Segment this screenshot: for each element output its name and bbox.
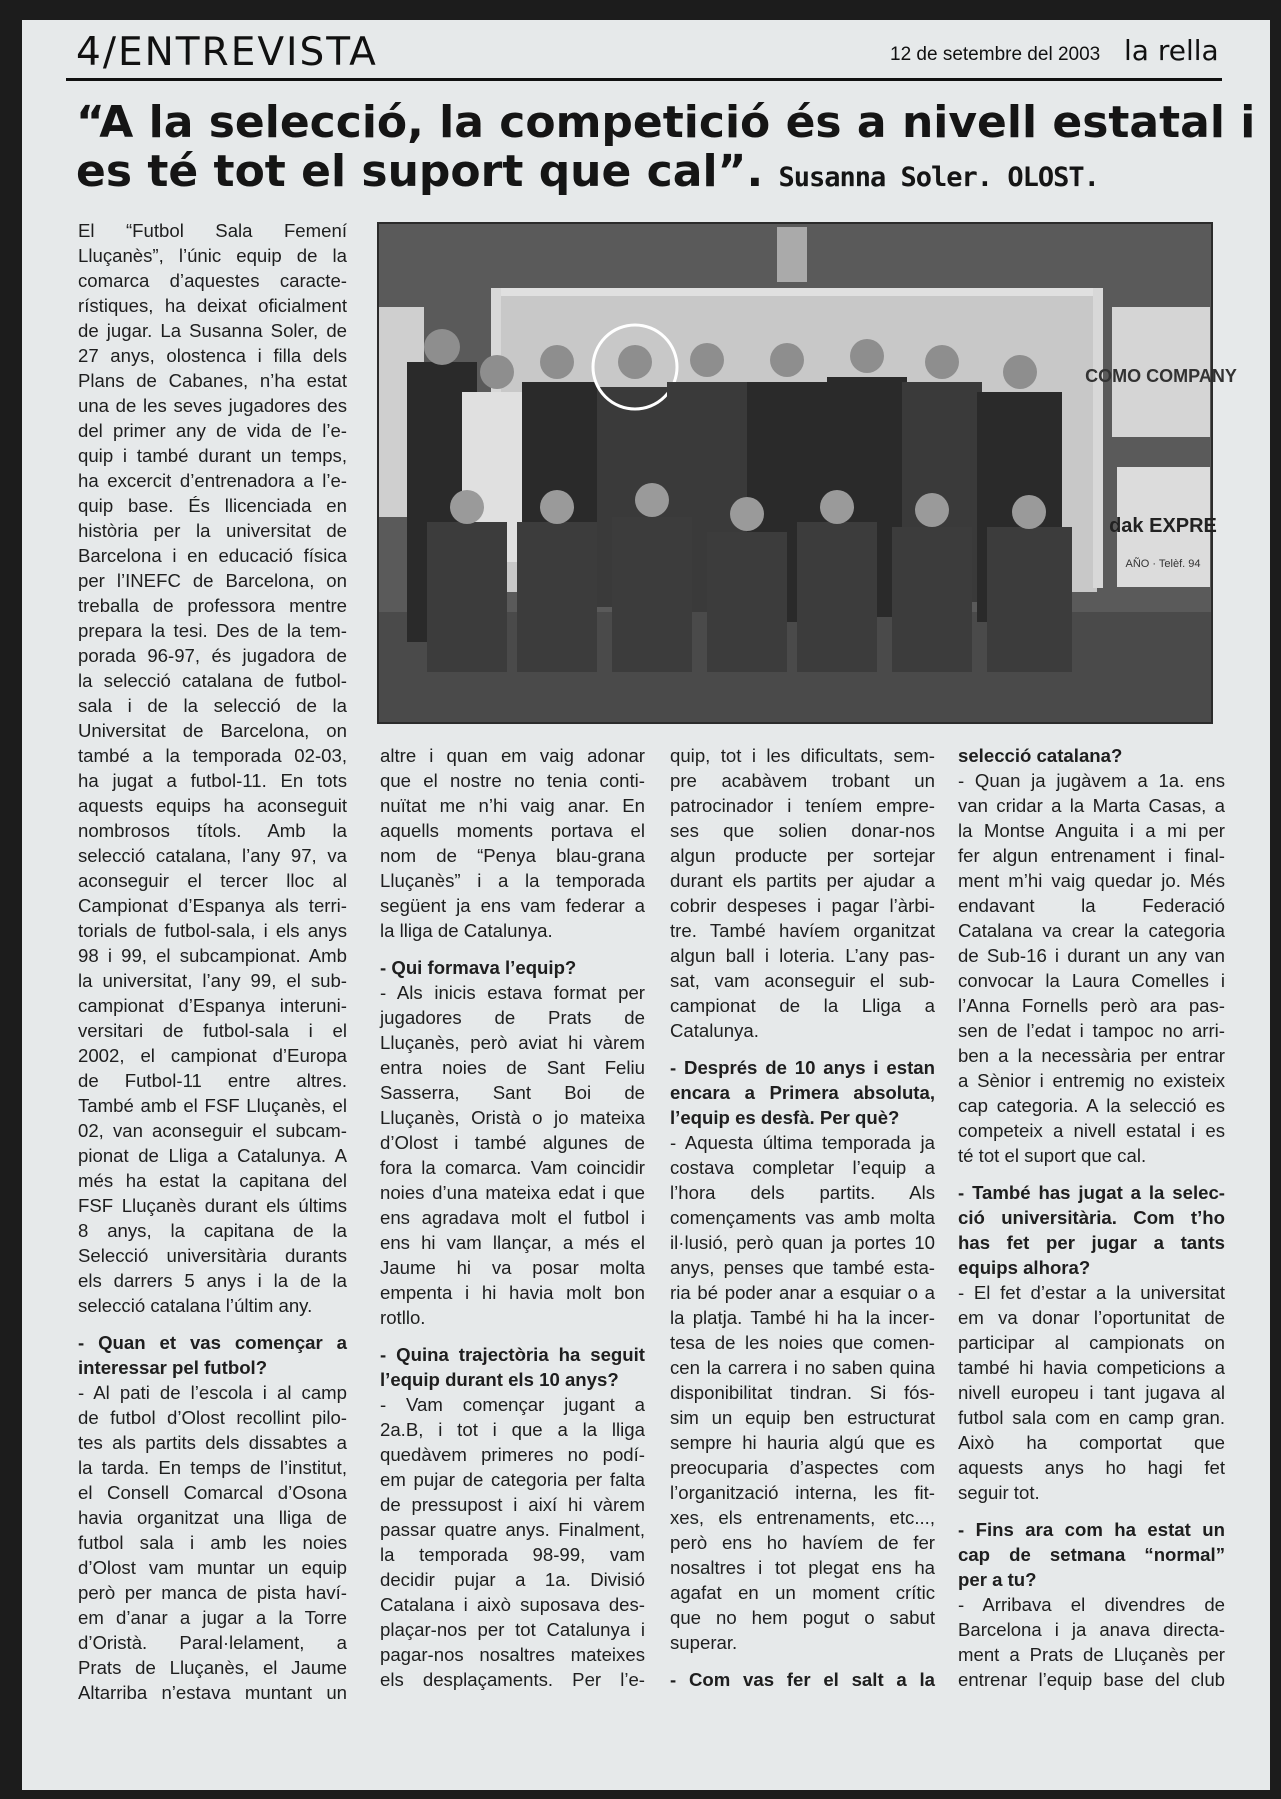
text-line: selecció catalana, l’any 97, va [78, 845, 347, 866]
headline-quote-end: es té tot el suport que cal”. [76, 146, 764, 197]
text-line: ment a Prats de Lluçanès per [958, 1644, 1225, 1665]
text-line: l’Anna Fornells però ara pas- [958, 995, 1225, 1016]
question-line: - Qui formava l’equip? [380, 957, 577, 978]
question-line: l’equip es desfà. Per què? [670, 1107, 900, 1128]
text-line: El “Futbol Sala Femení [78, 220, 347, 241]
kneeling-person-1 [427, 522, 507, 672]
text-line: sen de l’edat i tampoc no arri- [958, 1020, 1225, 1041]
text-line: decidir pujar a 1a. Divisió [380, 1569, 645, 1590]
text-line: em pujar de categoria per falta [380, 1469, 645, 1490]
sponsor-banner-text: COMO COMPANY [1085, 366, 1237, 386]
text-line: següent ja ens vam federar a [380, 895, 645, 916]
text-line: de pressupost i així hi vàrem [380, 1494, 645, 1515]
text-line: rotllo. [380, 1307, 426, 1328]
text-line: També amb el FSF Lluçanès, el [78, 1095, 347, 1116]
text-line: cap categoria. A la selecció es [958, 1095, 1225, 1116]
text-line: té tot el suport que cal. [958, 1145, 1147, 1166]
question-line: - Després de 10 anys i estan [670, 1057, 935, 1078]
text-line: algun producte per sortejar [670, 845, 935, 866]
text-line: tesa de les noies que comen- [670, 1332, 935, 1353]
text-line: Lluçanès, Oristà o jo mateixa [380, 1107, 645, 1128]
text-line: Catalunya. [670, 1020, 759, 1041]
text-line: superar. [670, 1632, 738, 1653]
text-line: ria bé poder anar a esquiar o a [670, 1282, 935, 1303]
text-line: il·lusió, però quan ja portes 10 [670, 1232, 935, 1253]
text-line: jugadores de Prats de [380, 1007, 645, 1028]
text-line: del primer any de vida de l’e- [78, 420, 347, 441]
question-line: l’equip durant els 10 anys? [380, 1369, 619, 1390]
question-line: per a tu? [958, 1569, 1037, 1590]
text-line: sim un equip ben estructurat [670, 1407, 935, 1428]
text-line: 02, van aconseguir el subcam- [78, 1120, 347, 1141]
text-line: fora la comarca. Vam coincidir [380, 1157, 645, 1178]
text-line: pionat de Lliga a Catalunya. A [78, 1145, 347, 1166]
text-line: nosaltres i tot plegat ens ha [670, 1557, 935, 1578]
text-line: Catalana va crear la categoria [958, 920, 1225, 941]
text-line: endavant la Federació [958, 895, 1225, 916]
text-line: que el nostre no tenia conti- [380, 770, 645, 791]
paragraph-gap [380, 943, 645, 955]
text-line: Això ha comportat que [958, 1432, 1225, 1453]
text-line: també a la temporada 02-03, [78, 745, 347, 766]
text-line: tes als partits dels dissabtes a [78, 1432, 347, 1453]
text-line: l’hora dels partits. Als [670, 1182, 935, 1203]
text-line: cobrir despeses i pagar l’àrbi- [670, 895, 935, 916]
standing-head-5 [690, 343, 724, 377]
text-line: la temporada 98-99, vam [380, 1544, 645, 1565]
question-line: has fet per jugar a tants [958, 1232, 1225, 1253]
kneeling-person-6 [892, 527, 972, 672]
text-line: empenta i hi havia molt bon [380, 1282, 645, 1303]
text-line: l’organització interna, les fit- [670, 1482, 935, 1503]
text-line: Barcelona i ja anava directa- [958, 1619, 1225, 1640]
text-line: participar al campionats on [958, 1332, 1225, 1353]
text-line: futbol sala i amb les noies [78, 1532, 347, 1553]
text-line: quip base. És llicenciada en [78, 495, 347, 516]
text-line: la Montse Anguita i a mi per [958, 820, 1225, 841]
text-line: cen la carrera i no saben quina [670, 1357, 935, 1378]
text-line: futbol sala com en camp gran. [958, 1407, 1225, 1428]
text-line: Altarriba n’estava muntant un [78, 1682, 347, 1703]
text-line: durant els partits per ajudar a [670, 870, 935, 891]
standing-head-9 [1003, 355, 1037, 389]
text-line: Barcelona i en educació física [78, 545, 347, 566]
text-line: Catalana i això suposava des- [380, 1594, 645, 1615]
question-line: - Quina trajectòria ha seguit [380, 1344, 645, 1365]
question-line: - També has jugat a la selec- [958, 1182, 1225, 1203]
headline-line-2 [76, 146, 1099, 197]
text-line: - Al pati de l’escola i al camp [78, 1382, 347, 1403]
text-line: 2a.B, i tot i que a la lliga [380, 1419, 645, 1440]
text-line: ens hi vam llançar, a més el [380, 1232, 645, 1253]
question-line: - Com vas fer el salt a la [670, 1669, 935, 1690]
paragraph-gap [670, 1655, 935, 1667]
text-line: ment m’hi vaig quedar jo. Més [958, 870, 1225, 891]
text-line: anys, penses que també esta- [670, 1257, 935, 1278]
text-line: a Sènior i entremig no existeix [958, 1070, 1225, 1091]
text-line: algun ball i loteria. L’any pas- [670, 945, 935, 966]
text-line: seguir tot. [958, 1482, 1040, 1503]
standing-head-8 [925, 345, 959, 379]
text-line: entrenar l’equip base del club [958, 1669, 1225, 1690]
article-column-1 [78, 218, 347, 1705]
text-line: - Aquesta última temporada ja [670, 1132, 935, 1153]
kneeling-head-4 [730, 497, 764, 531]
text-line: pre acabàvem trobant un [670, 770, 935, 791]
text-line: ha excercit d’entrenadora a l’e- [78, 470, 347, 491]
headline-line-1: “A la selecció, la competició és a nivell estatal i [76, 97, 1256, 148]
question-line: equips alhora? [958, 1257, 1091, 1278]
text-line: prepara la tesi. Des de la tem- [78, 620, 347, 641]
text-line: Lluçanès” i a la temporada [380, 870, 645, 891]
text-line: FSF Lluçanès durant els últims [78, 1195, 347, 1216]
text-line: Lluçanès”, l’únic equip de la [78, 245, 347, 266]
text-line: disponibilitat tindran. Si fós- [670, 1382, 935, 1403]
text-line: els desplaçaments. Per l’e- [380, 1669, 645, 1690]
text-line: competeix a nivell estatal i es [958, 1120, 1225, 1141]
text-line: havia organitzat una lliga de [78, 1507, 347, 1528]
standing-head-4 [618, 345, 652, 379]
text-line: ens agradava molt el futbol i [380, 1207, 645, 1228]
text-line: la platja. També hi ha la incer- [670, 1307, 935, 1328]
text-line: ha jugat a futbol-11. En tots [78, 770, 347, 791]
text-line: començaments vas amb molta [670, 1207, 935, 1228]
paragraph-gap [670, 1043, 935, 1055]
text-line: més ha estat la capitana del [78, 1170, 347, 1191]
text-line: aconseguir el tercer lloc al [78, 870, 347, 891]
text-line: Jaume hi va posar molta [380, 1257, 645, 1278]
text-line: també hi havia competicions a [958, 1357, 1225, 1378]
text-line: em d’anar a jugar a la Torre [78, 1607, 347, 1628]
header-rule [66, 78, 1222, 81]
goal-frame [497, 288, 1097, 296]
text-line: costava completar l’equip a [670, 1157, 935, 1178]
goal-post-right [1093, 288, 1103, 588]
section-title: 4/ENTREVISTA [76, 30, 378, 75]
text-line: els darrers 5 anys i la de la [78, 1270, 347, 1291]
standing-head-1 [424, 329, 460, 365]
text-line: la selecció catalana de futbol- [78, 670, 347, 691]
text-line: quedàvem primeres no podí- [380, 1444, 645, 1465]
article-column-2 [380, 743, 645, 1692]
camera-rig [777, 227, 807, 282]
text-line: campionat d’Espanya interuni- [78, 995, 347, 1016]
text-line: d’Oristà. Paral·lelament, a [78, 1632, 347, 1653]
text-line: porada 96-97, és jugadora de [78, 645, 347, 666]
text-line: plaçar-nos per tot Catalunya i [380, 1619, 645, 1640]
kneeling-person-4 [707, 532, 787, 672]
text-line: però per manca de pista haví- [78, 1582, 347, 1603]
text-line: treballa de professora mentre [78, 595, 347, 616]
text-line: agafat en un moment crític [670, 1582, 935, 1603]
text-line: quip, tot i les dificultats, sem- [670, 745, 935, 766]
paragraph-gap [78, 1318, 347, 1330]
text-line: - Vam començar jugant a [380, 1394, 645, 1415]
newspaper-name: la rella [1124, 34, 1219, 67]
text-line: aquests anys ho hagi fet [958, 1457, 1225, 1478]
question-line: interessar pel futbol? [78, 1357, 268, 1378]
text-line: nom de “Penya blau-grana [380, 845, 645, 866]
standing-head-3 [540, 345, 574, 379]
text-line: de Sub-16 i durant un any van [958, 945, 1225, 966]
text-line: aquells moments portava el [380, 820, 645, 841]
standing-head-7 [850, 339, 884, 373]
article-column-4 [958, 743, 1225, 1692]
text-line: - El fet d’estar a la universitat [958, 1282, 1225, 1303]
text-line: preocuparia d’aspectes com [670, 1457, 935, 1478]
issue-date: 12 de setembre del 2003 [890, 44, 1101, 65]
text-line: - Als inicis estava format per [380, 982, 645, 1003]
text-line: el Consell Comarcal d’Osona [78, 1482, 347, 1503]
text-line: altre i quan em vaig adonar [380, 745, 645, 766]
kneeling-head-5 [820, 490, 854, 524]
text-line: sat, vam aconseguir el sub- [670, 970, 935, 991]
paragraph-gap [958, 1505, 1225, 1517]
text-line: ses que solien donar-nos [670, 820, 935, 841]
team-photo [377, 222, 1237, 724]
text-line: Selecció universitària durants [78, 1245, 347, 1266]
sponsor-sign-phone: AÑO · Telèf. 94 [1125, 558, 1201, 570]
paragraph-gap [380, 1330, 645, 1342]
text-line: per l’INEFC de Barcelona, on [78, 570, 347, 591]
text-line: comarca d’aquestes caracte- [78, 270, 347, 291]
kneeling-person-2 [517, 522, 597, 672]
text-line: - Quan ja jugàvem a 1a. ens [958, 770, 1225, 791]
question-line: - Quan et vas començar a [78, 1332, 347, 1353]
sponsor-sign-text: dak EXPRE [1109, 515, 1217, 537]
standing-head-6 [770, 343, 804, 377]
text-line: Campionat d’Espanya als terri- [78, 895, 347, 916]
text-line: 8 anys, la capitana de la [78, 1220, 347, 1241]
text-line: nivell europeu i tant jugava al [958, 1382, 1225, 1403]
text-line: - Arribava el divendres de [958, 1594, 1225, 1615]
text-line: torials de futbol-sala, i els anys [78, 920, 347, 941]
text-line: d’Olost i també algunes de [380, 1132, 645, 1153]
kneeling-head-2 [540, 490, 574, 524]
text-line: Prats de Lluçanès, el Jaume [78, 1657, 347, 1678]
paragraph-gap [958, 1168, 1225, 1180]
text-line: passar quatre anys. Finalment, [380, 1519, 645, 1540]
question-line: - Fins ara com ha estat un [958, 1519, 1225, 1540]
kneeling-person-3 [612, 517, 692, 672]
text-line: 2002, el campionat d’Europa [78, 1045, 347, 1066]
text-line: tre. També havíem organitzat [670, 920, 935, 941]
text-line: 27 anys, olostenca i filla dels [78, 345, 347, 366]
text-line: la universitat, l’any 99, el sub- [78, 970, 347, 991]
text-line: versitari de futbol-sala i el [78, 1020, 347, 1041]
kneeling-head-1 [450, 490, 484, 524]
text-line: Universitat de Barcelona, on [78, 720, 347, 741]
text-line: campionat de la Lliga a [670, 995, 935, 1016]
text-line: de Futbol-11 entre altres. [78, 1070, 347, 1091]
question-line: selecció catalana? [958, 745, 1123, 766]
text-line: que no hem pogut o sabut [670, 1607, 935, 1628]
text-line: sempre hi hauria algú que es [670, 1432, 935, 1453]
text-line: la tarda. En temps de l’institut, [78, 1457, 347, 1478]
standing-head-2 [480, 355, 514, 389]
kneeling-person-7 [987, 527, 1072, 672]
byline: Susanna Soler. OLOST. [778, 162, 1099, 193]
text-line: van cridar a la Marta Casas, a [958, 795, 1225, 816]
text-line: convocar la Laura Comelles i [958, 970, 1225, 991]
kneeling-head-3 [635, 483, 669, 517]
text-line: de jugar. La Susanna Soler, de [78, 320, 347, 341]
text-line: aquests equips ha aconseguit [78, 795, 347, 816]
question-line: ció universitària. Com t’ho [958, 1207, 1225, 1228]
text-line: ben a la necessària per entrar [958, 1045, 1225, 1066]
text-line: selecció catalana l’últim any. [78, 1295, 313, 1316]
text-line: em va donar l’oportunitat de [958, 1307, 1225, 1328]
text-line: pagar-nos nosaltres mateixes [380, 1644, 645, 1665]
text-line: però ens ho havíem de fer [670, 1532, 935, 1553]
question-line: cap de setmana “normal” [958, 1544, 1225, 1565]
text-line: noies d’una mateixa edat i que [380, 1182, 645, 1203]
text-line: Sasserra, Sant Boi de [380, 1082, 645, 1103]
text-line: xes, els entrenaments, etc..., [670, 1507, 935, 1528]
text-line: nombrosos títols. Amb la [78, 820, 347, 841]
question-line: encara a Primera absoluta, [670, 1082, 935, 1103]
kneeling-person-5 [797, 522, 877, 672]
text-line: nuïtat me n’hi vaig anar. En [380, 795, 645, 816]
text-line: quip i també durant un temps, [78, 445, 347, 466]
text-line: patrocinador i teníem empre- [670, 795, 935, 816]
text-line: la lliga de Catalunya. [380, 920, 553, 941]
text-line: entra noies de Sant Feliu [380, 1057, 645, 1078]
text-line: història per la universitat de [78, 520, 347, 541]
text-line: Lluçanès, però aviat hi vàrem [380, 1032, 645, 1053]
kneeling-head-7 [1012, 495, 1046, 529]
text-line: sala i de la selecció de la [78, 695, 347, 716]
text-line: Plans de Cabanes, n’ha estat [78, 370, 347, 391]
kneeling-head-6 [915, 493, 949, 527]
text-line: rístiques, ha deixat oficialment [78, 295, 347, 316]
text-line: d’Olost vam muntar un equip [78, 1557, 347, 1578]
text-line: de futbol d’Olost recollint pilo- [78, 1407, 347, 1428]
text-line: 98 i 99, el subcampionat. Amb [78, 945, 347, 966]
text-line: una de les seves jugadores des [78, 395, 347, 416]
article-column-3 [670, 743, 935, 1692]
text-line: fer algun entrenament i final- [958, 845, 1225, 866]
